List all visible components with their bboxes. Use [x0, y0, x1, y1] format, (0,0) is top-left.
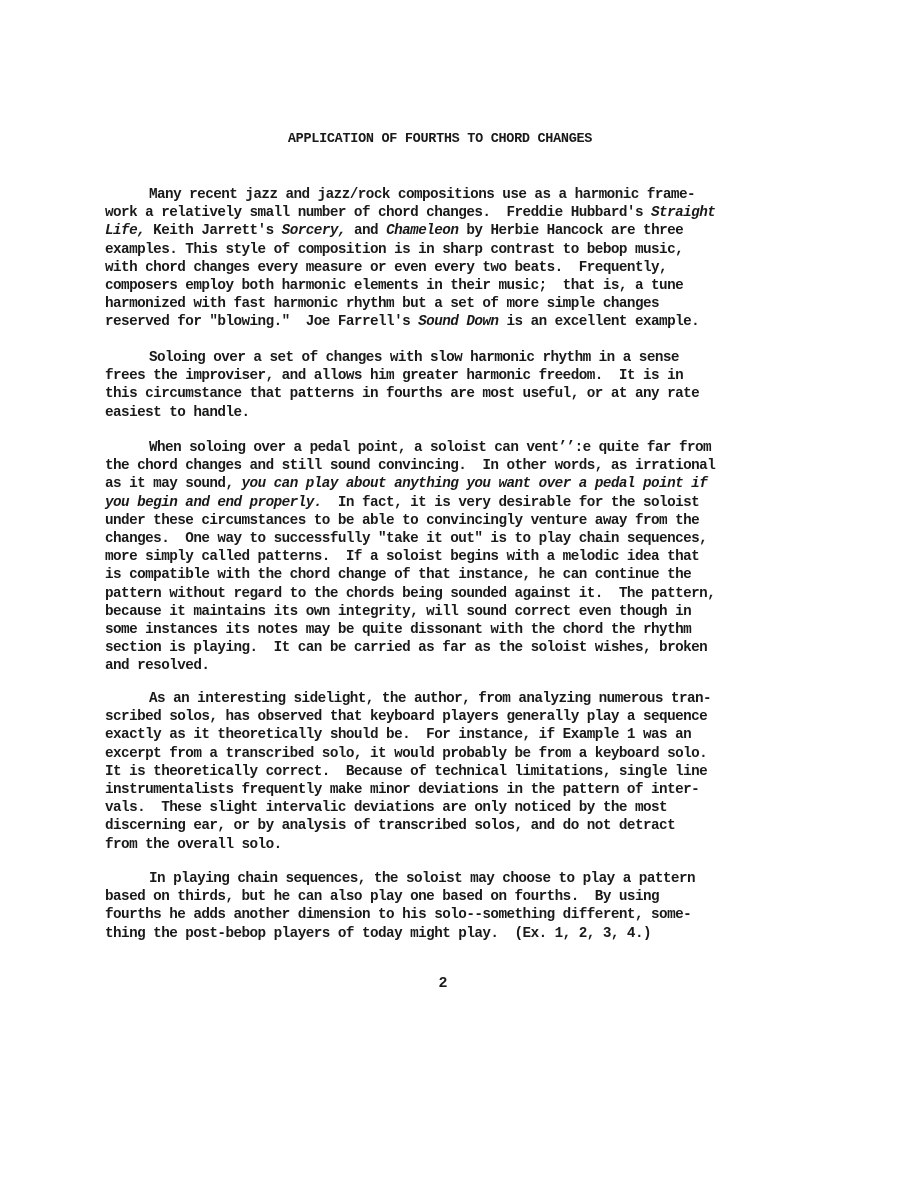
text-line: pattern without regard to the chords being sounded against it. The pattern, — [105, 585, 716, 602]
page-number: 2 — [438, 975, 448, 992]
text-line: this circumstance that patterns in fourths are most useful, or at any rate — [105, 386, 700, 403]
text-line: Many recent jazz and jazz/rock compositions use as a harmonic frame- — [149, 187, 696, 203]
page-title: APPLICATION OF FOURTHS TO CHORD CHANGES — [287, 132, 593, 147]
text-line: As an interesting sidelight, the author, from analyzing numerous tran- — [149, 691, 712, 707]
text-line: the chord changes and still sound convincing. In other words, as irrational — [105, 458, 716, 475]
text-line: based on thirds, but he can also play one based on fourths. By using — [105, 889, 660, 906]
paragraph-2 — [105, 349, 805, 422]
text-line: discerning ear, or by analysis of transcribed solos, and do not detract — [105, 818, 676, 835]
text-line: fourths he adds another dimension to his solo--something different, some- — [105, 907, 692, 924]
text-line: is compatible with the chord change of that instance, he can continue the — [105, 567, 692, 584]
text-line: frees the improviser, and allows him greater harmonic freedom. It is in — [105, 368, 684, 385]
text-line: Life, Keith Jarrett's Sorcery, and Chameleon by Herbie Hancock are three — [105, 223, 684, 240]
text-line: instrumentalists frequently make minor deviations in the pattern of inter- — [105, 781, 700, 798]
text-line: work a relatively small number of chord changes. Freddie Hubbard's Straight — [105, 205, 716, 222]
text-line: It is theoretically correct. Because of technical limitations, single line — [105, 763, 708, 780]
paragraph-5 — [105, 870, 805, 943]
text-line: scribed solos, has observed that keyboard players generally play a sequence — [105, 709, 708, 726]
text-line: examples. This style of composition is in sharp contrast to bebop music, — [105, 241, 684, 258]
text-line: with chord changes every measure or even every two beats. Frequently, — [105, 259, 668, 276]
text-line: When soloing over a pedal point, a soloist can vent’’:e quite far from — [149, 440, 712, 456]
text-line: section is playing. It can be carried as far as the soloist wishes, broken — [105, 640, 708, 657]
text-line: reserved for "blowing." Joe Farrell's Sound Down is an excellent example. — [105, 314, 700, 331]
text-line: and resolved. — [105, 658, 210, 675]
paragraph-1 — [105, 186, 805, 332]
text-line: easiest to handle. — [105, 404, 250, 421]
text-line: under these circumstances to be able to convincingly venture away from the — [105, 512, 700, 529]
text-line: thing the post-bebop players of today might play. (Ex. 1, 2, 3, 4.) — [105, 925, 652, 942]
text-line: vals. These slight intervalic deviations are only noticed by the most — [105, 800, 668, 817]
text-line: Soloing over a set of changes with slow harmonic rhythm in a sense — [149, 350, 679, 366]
text-line: because it maintains its own integrity, will sound correct even though in — [105, 603, 692, 620]
paragraph-3 — [105, 439, 805, 675]
text-line: In playing chain sequences, the soloist may choose to play a pattern — [149, 871, 696, 887]
text-line: as it may sound, you can play about anything you want over a pedal point if — [105, 476, 708, 493]
text-line: more simply called patterns. If a soloist begins with a melodic idea that — [105, 549, 700, 566]
text-line: from the overall solo. — [105, 836, 282, 853]
text-line: excerpt from a transcribed solo, it would probably be from a keyboard solo. — [105, 745, 708, 762]
paragraph-4 — [105, 690, 805, 854]
text-line: composers employ both harmonic elements in their music; that is, a tune — [105, 277, 684, 294]
text-line: some instances its notes may be quite dissonant with the chord the rhythm — [105, 621, 692, 638]
text-line: changes. One way to successfully "take it out" is to play chain sequences, — [105, 530, 708, 547]
text-line: exactly as it theoretically should be. For instance, if Example 1 was an — [105, 727, 692, 744]
text-line: harmonized with fast harmonic rhythm but a set of more simple changes — [105, 296, 660, 313]
text-line: you begin and end properly. In fact, it is very desirable for the soloist — [105, 494, 700, 511]
